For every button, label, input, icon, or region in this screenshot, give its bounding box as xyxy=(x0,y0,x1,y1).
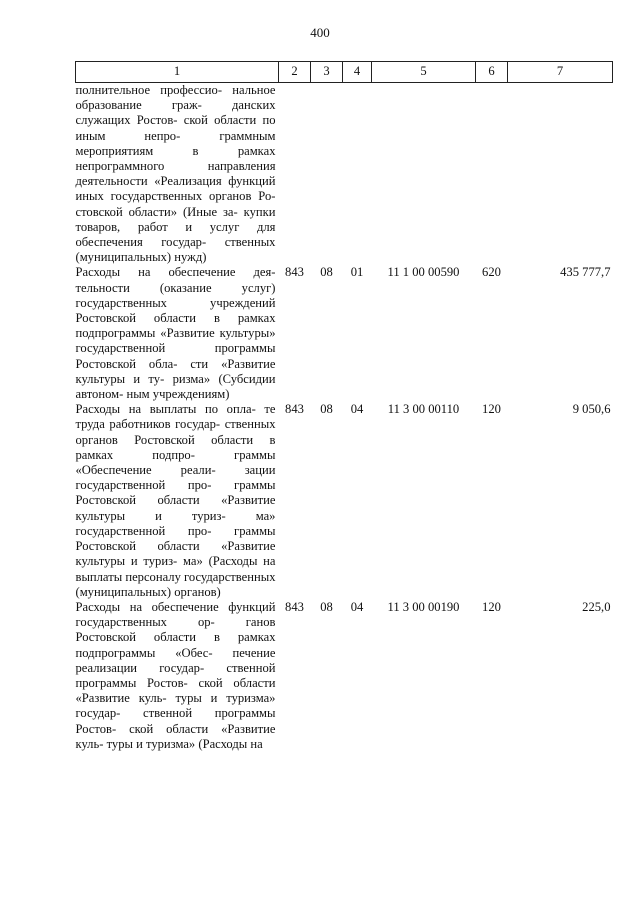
column-header: 4 xyxy=(343,62,372,83)
cell-ved: 843 xyxy=(285,599,304,614)
description-line: функций государственных ор- xyxy=(75,599,276,630)
cell-vr: 620 xyxy=(482,265,501,280)
expense-description xyxy=(76,265,279,402)
cell-pr xyxy=(343,83,372,266)
description-line: ской области «Развитие куль- xyxy=(75,721,276,751)
description-line: направления деятельности xyxy=(75,159,276,189)
cell-sum: 9 050,6 xyxy=(572,402,611,417)
description-line: стовской области» (Иные за- xyxy=(75,204,238,219)
column-header: 7 xyxy=(508,62,613,83)
description-line: нальное образование граж- xyxy=(75,83,276,113)
cell-rz: 08 xyxy=(320,402,333,417)
description-line: купки товаров, работ и услуг xyxy=(75,204,276,234)
cell-sum: 225,0 xyxy=(582,599,611,614)
description-line: туры и туризма» государ- xyxy=(75,691,276,721)
description-line: программы Ростовской обла- xyxy=(75,341,276,371)
description-line: «Развитие культуры и туриз- xyxy=(75,539,276,569)
description-line: государственных учреждений xyxy=(75,295,276,310)
description-line: для обеспечения государ- xyxy=(75,219,276,250)
description-line: ственных (муниципальных) xyxy=(75,235,276,265)
description-line: ственной программы Ростов- xyxy=(75,660,276,690)
column-header: 5 xyxy=(372,62,476,83)
cell-pr: 04 xyxy=(350,599,364,614)
cell-pr: 01 xyxy=(350,265,364,280)
description-line: «Реализация функций иных xyxy=(75,174,276,204)
description-line: граммы Ростовской области xyxy=(75,523,276,554)
description-line: области в рамках подпро- xyxy=(75,432,276,462)
description-line: граммы Ростовской области xyxy=(75,478,276,508)
description-line: полнительное профессио- xyxy=(75,83,223,97)
description-line: подпрограммы «Развитие xyxy=(75,326,215,341)
expense-description xyxy=(76,83,279,266)
cell-csr xyxy=(372,83,476,266)
description-line: (муниципальных) органов) xyxy=(75,584,221,599)
description-line: печение реализации государ- xyxy=(75,645,276,675)
cell-ved xyxy=(279,83,311,266)
description-line: тельности (оказание услуг) xyxy=(75,280,276,295)
description-line: рамках непрограммного xyxy=(75,143,276,174)
budget-table xyxy=(75,61,613,752)
expense-description xyxy=(76,600,279,752)
table-row xyxy=(76,83,613,266)
cell-ved: 843 xyxy=(285,402,304,417)
cell-sum: 435 777,7 xyxy=(560,265,611,280)
description-line: те труда работников государ- xyxy=(75,402,276,432)
description-line: граммы «Обеспечение реали- xyxy=(75,447,276,478)
table-header-row xyxy=(76,62,613,83)
table-row xyxy=(76,600,613,752)
cell-csr: 11 1 00 00590 xyxy=(387,265,460,280)
column-header: 1 xyxy=(76,62,279,83)
description-line: ственной программы Ростов- xyxy=(75,706,276,736)
cell-rz: 08 xyxy=(320,265,333,280)
description-line: данских служащих Ростов- xyxy=(75,98,276,128)
cell-pr: 04 xyxy=(350,402,364,417)
description-line: туры и туризма» (Расходы на xyxy=(106,736,263,751)
description-line: Расходы на обеспечение дея- xyxy=(75,265,276,280)
table-body xyxy=(76,83,613,752)
table-row xyxy=(76,265,613,402)
description-line: культуры» государственной xyxy=(75,326,276,356)
cell-csr: 11 3 00 00110 xyxy=(387,402,460,417)
description-line: персоналу государственных xyxy=(125,569,276,584)
description-line: ской области «Развитие куль- xyxy=(75,675,276,706)
description-line: сти «Развитие культуры и ту- xyxy=(75,356,276,386)
description-line: ганов Ростовской области в xyxy=(75,615,276,645)
cell-vr: 120 xyxy=(482,402,501,417)
description-line: зации государственной про- xyxy=(75,463,276,493)
description-line: государственных органов Ро- xyxy=(110,189,276,204)
description-line: ской области по иным непро- xyxy=(75,113,276,143)
column-header: 6 xyxy=(476,62,508,83)
cell-vr xyxy=(476,83,508,266)
column-header: 3 xyxy=(311,62,343,83)
description-line: ственных органов Ростовской xyxy=(75,417,276,447)
cell-rz xyxy=(311,83,343,266)
description-line: ма» государственной про- xyxy=(75,508,276,538)
description-line: ма» (Расходы на выплаты xyxy=(75,554,276,584)
cell-sum xyxy=(508,83,613,266)
description-line: «Развитие культуры и туриз- xyxy=(75,493,276,523)
cell-ved: 843 xyxy=(285,265,304,280)
description-line: Ростовской области в рамках xyxy=(75,311,276,326)
page-number: 400 xyxy=(310,25,330,40)
column-header: 2 xyxy=(279,62,311,83)
description-line: рамках подпрограммы «Обес- xyxy=(75,630,276,660)
description-line: нужд) xyxy=(174,250,207,265)
description-line: граммным мероприятиям в xyxy=(75,128,276,158)
expense-description xyxy=(76,402,279,600)
cell-vr: 120 xyxy=(482,599,501,614)
cell-rz: 08 xyxy=(320,599,333,614)
cell-csr: 11 3 00 00190 xyxy=(387,599,460,614)
table-row xyxy=(76,402,613,600)
description-line: Расходы на выплаты по опла- xyxy=(75,402,256,417)
description-line: ризма» (Субсидии автоном- xyxy=(75,371,276,402)
description-line: Расходы на обеспечение xyxy=(75,599,219,614)
description-line: ным учреждениям) xyxy=(126,387,230,402)
